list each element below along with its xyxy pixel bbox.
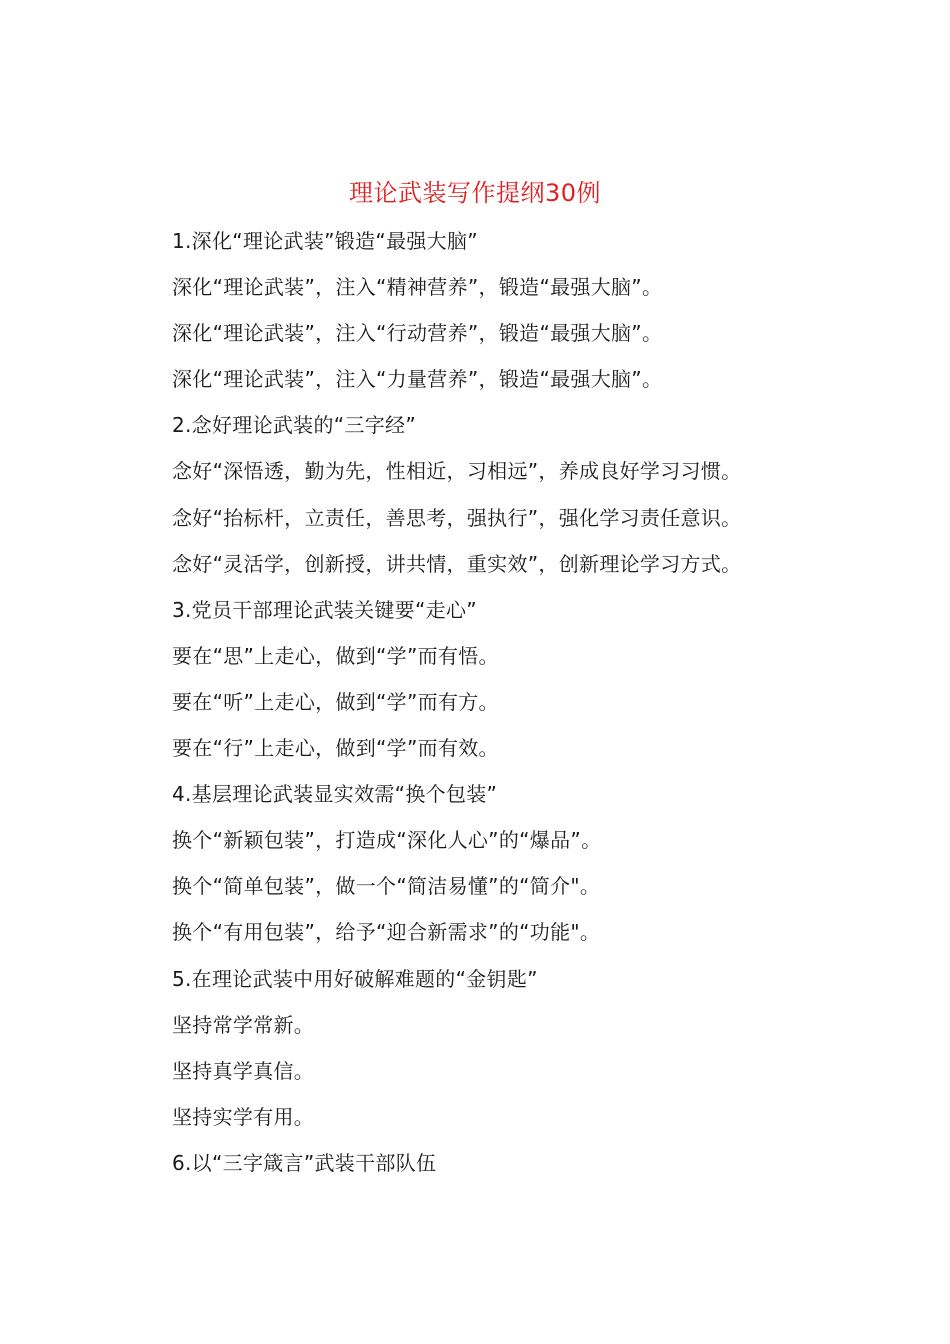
paragraph-line: 念好“深悟透，勤为先，性相近，习相远”，养成良好学习习惯。 — [172, 459, 742, 484]
section-heading-5: 5.在理论武装中用好破解难题的“金钥匙” — [172, 966, 538, 991]
section-heading-3: 3.党员干部理论武装关键要“走心” — [172, 597, 477, 622]
paragraph-line: 坚持实学有用。 — [172, 1104, 315, 1129]
paragraph-line: 深化“理论武装”，注入“力量营养”，锻造“最强大脑”。 — [172, 367, 663, 392]
paragraph-line: 要在“听”上走心，做到“学”而有方。 — [172, 689, 499, 714]
paragraph-line: 坚持常学常新。 — [172, 1012, 315, 1037]
paragraph-line: 要在“思”上走心，做到“学”而有悟。 — [172, 643, 499, 668]
paragraph-line: 换个“简单包装”，做一个“简洁易懂”的“简介"。 — [172, 874, 601, 899]
paragraph-line: 念好“灵活学，创新授，讲共情，重实效”，创新理论学习方式。 — [172, 551, 742, 576]
document-title: 理论武装写作提纲30例 — [348, 179, 602, 207]
section-heading-6: 6.以“三字箴言”武装干部队伍 — [172, 1150, 437, 1175]
section-heading-2: 2.念好理论武装的“三字经” — [172, 413, 417, 438]
paragraph-line: 换个“有用包装”，给予“迎合新需求”的“功能"。 — [172, 920, 601, 945]
paragraph-line: 深化“理论武装”，注入“行动营养”，锻造“最强大脑”。 — [172, 321, 663, 346]
paragraph-line: 念好“抬标杆，立责任，善思考，强执行”，强化学习责任意识。 — [172, 505, 742, 530]
paragraph-line: 要在“行”上走心，做到“学”而有效。 — [172, 736, 499, 761]
section-heading-1: 1.深化“理论武装”锻造“最强大脑” — [172, 229, 478, 253]
document-body — [172, 223, 892, 1191]
paragraph-line: 坚持真学真信。 — [172, 1058, 315, 1083]
paragraph-line: 深化“理论武装”，注入“精神营养”，锻造“最强大脑”。 — [172, 275, 663, 300]
paragraph-line: 换个“新颖包装”，打造成“深化人心”的“爆品”。 — [172, 828, 602, 853]
section-heading-4: 4.基层理论武装显实效需“换个包装” — [172, 782, 498, 807]
